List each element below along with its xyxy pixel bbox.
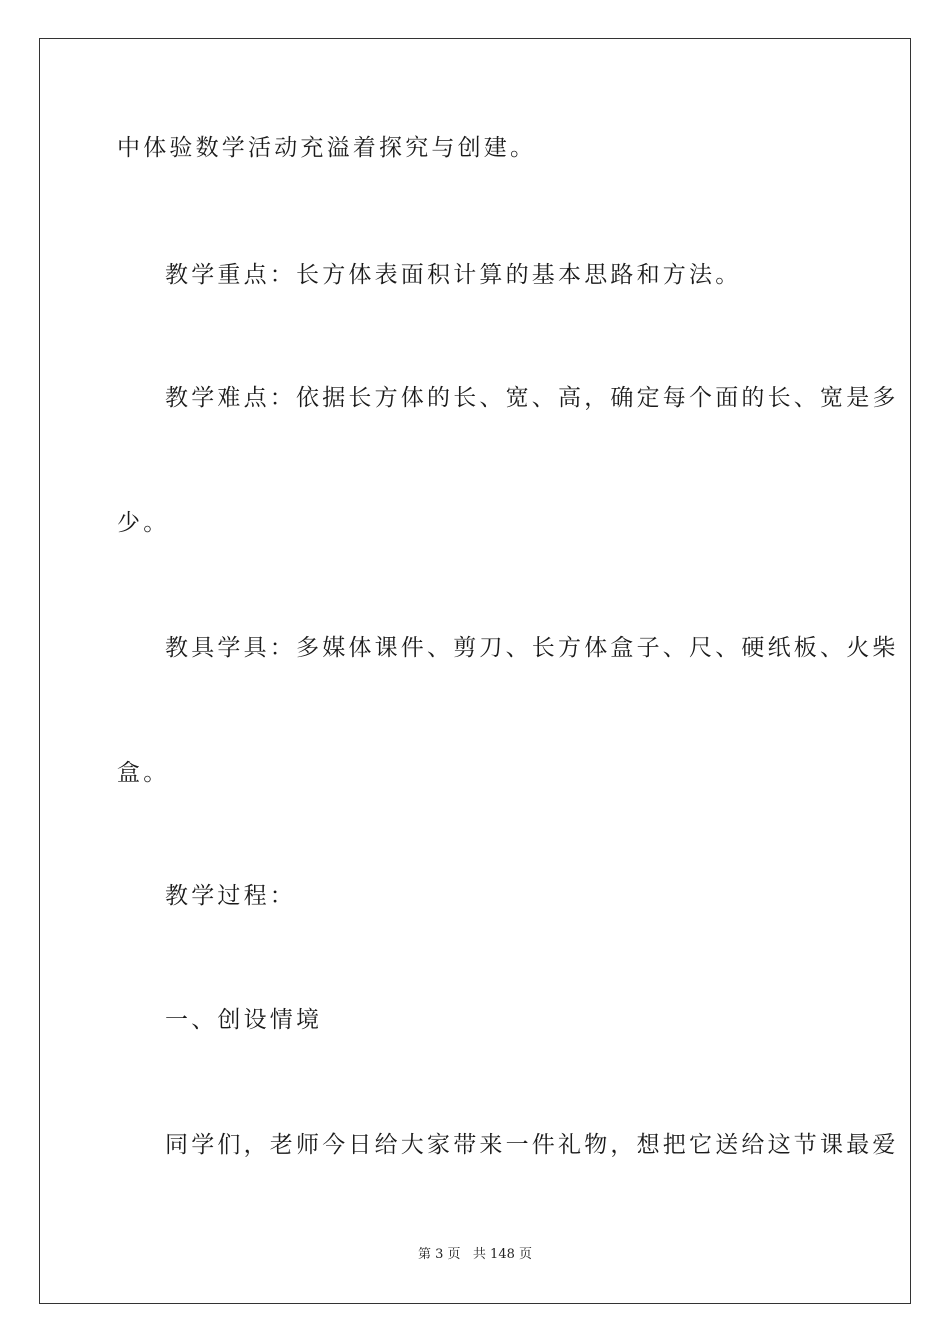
paragraph-line: 盒。 [117,760,170,786]
paragraph-line: 教学难点：依据长方体的长、宽、高，确定每个面的长、宽是多 [165,385,899,411]
paragraph-line: 教学重点：长方体表面积计算的基本思路和方法。 [165,262,742,288]
page-number-footer: 第 3 页 共 148 页 [417,1247,532,1262]
paragraph-line: 一、创设情境 [165,1007,323,1033]
paragraph-line: 少。 [117,510,170,536]
paragraph-line: 同学们，老师今日给大家带来一件礼物，想把它送给这节课最爱 [165,1132,899,1158]
page-border [39,38,911,1304]
paragraph-line: 中体验数学活动充溢着探究与创建。 [117,135,537,161]
paragraph-line: 教学过程： [165,883,296,909]
paragraph-line: 教具学具：多媒体课件、剪刀、长方体盒子、尺、硬纸板、火柴 [165,635,899,661]
